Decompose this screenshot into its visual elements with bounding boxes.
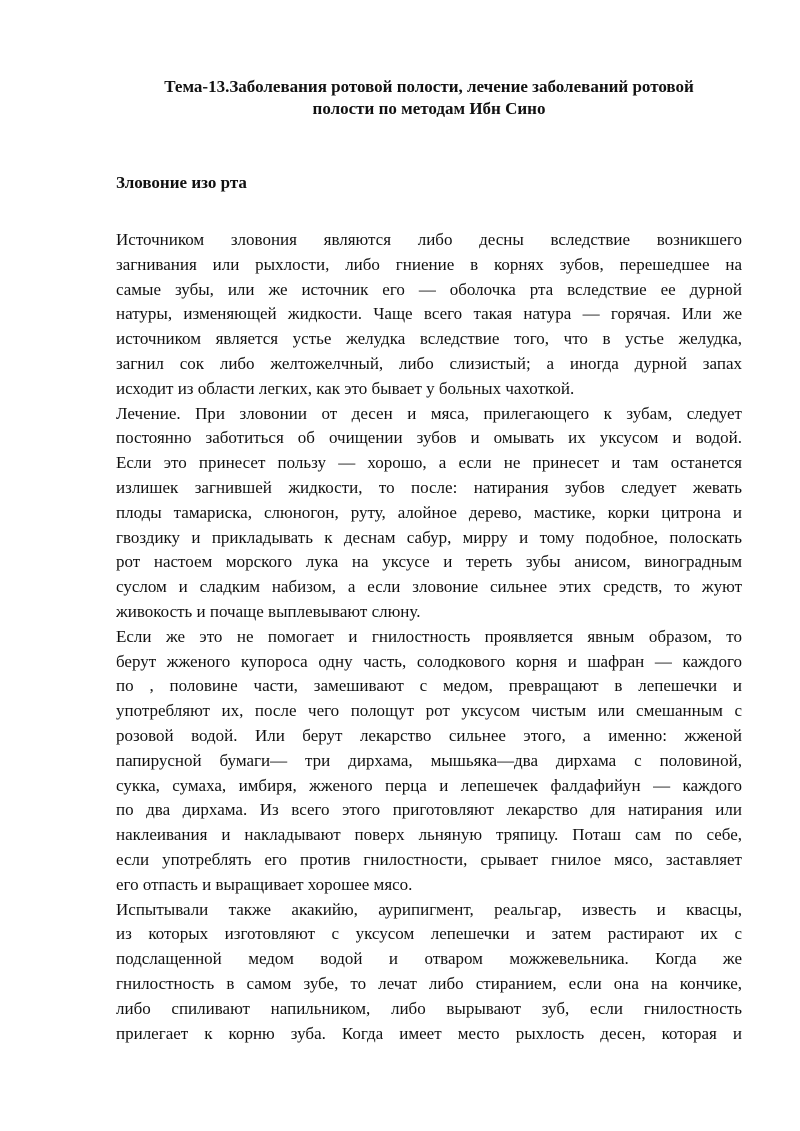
page-title	[116, 76, 742, 120]
text-line: папирусной бумаги— три дирхама, мышьяка—два дирхама с половиной,	[116, 750, 742, 770]
text-line: Испытывали также акакийю, аурипигмент, реальгар, известь и квасцы,	[116, 899, 742, 919]
text-line: самые зубы, или же источник его — оболочка рта вследствие ее дурной	[116, 279, 742, 299]
text-line: излишек загнившей жидкости, то после: натирания зубов следует жевать	[116, 478, 742, 497]
text-line: прилегает к корню зуба. Когда имеет место рыхлость десен, которая и	[116, 1023, 742, 1043]
text-line: Лечение. При зловонии от десен и мяса, прилегающего к зубам, следует	[116, 403, 742, 423]
text-line: Источником зловония являются либо десны вследствие возникшего	[116, 230, 742, 249]
text-line: Если же это не помогает и гнилостность проявляется явным образом, то	[116, 626, 742, 646]
section-heading: Зловоние изо рта	[116, 173, 247, 192]
text-line: источником является устье желудка вследствие того, что в устье желудка,	[116, 329, 742, 349]
text-line: суслом и сладким набизом, а если зловоние сильнее этих средств, то жуют	[116, 577, 742, 597]
text-line: берут жженого купороса одну часть, солодкового корня и шафран — каждого	[116, 651, 742, 671]
text-line: употребляют их, после чего полощут рот уксусом чистым или смешанным с	[116, 701, 742, 721]
text-line: его отпасть и выращивает хорошее мясо.	[116, 874, 413, 894]
text-line: загнивания или рыхлости, либо гниение в корнях зубов, перешедшее на	[116, 254, 742, 274]
title-line-2: полости по методам Ибн Сино	[312, 99, 546, 118]
text-line: натуры, изменяющей жидкости. Чаще всего такая натура — горячая. Или же	[116, 304, 742, 324]
text-line: по , половине части, замешивают с медом, превращают в лепешечки и	[116, 676, 742, 696]
title-line-1: Тема-13.Заболевания ротовой полости, лечение заболеваний ротовой	[164, 77, 694, 96]
text-line: если употреблять его против гнилостности, срывает гнилое мясо, заставляет	[116, 850, 742, 869]
text-line: подслащенной медом водой и отваром можжевельника. Когда же	[116, 949, 742, 969]
text-line: рот настоем морского лука на уксусе и тереть зубы анисом, виноградным	[116, 552, 742, 572]
text-line: наклеивания и накладывают поверх льняную тряпицу. Поташ сам по себе,	[116, 825, 742, 845]
text-line: плоды тамариска, слюногон, руту, алойное дерево, мастике, корки цитрона и	[116, 502, 742, 522]
text-line: загнил сок либо желтожелчный, либо слизистый; а иногда дурной запах	[116, 354, 742, 373]
text-line: постоянно заботиться об очищении зубов и омывать их уксусом и водой.	[116, 428, 742, 448]
text-line: Если это принесет пользу — хорошо, а если не принесет и там останется	[116, 453, 742, 473]
text-line: сукка, сумаха, имбиря, жженого перца и лепешечек фалдафийун — каждого	[116, 775, 742, 795]
text-line: по два дирхама. Из всего этого приготовляют лекарство для натирания или	[116, 800, 742, 820]
text-line: живокость и почаще выплевывают слюну.	[116, 602, 421, 621]
text-line: гнилостность в самом зубе, то лечат либо стиранием, если она на кончике,	[116, 974, 742, 993]
text-line: исходит из области легких, как это бывает у больных чахоткой.	[116, 378, 575, 398]
text-line: из которых изготовляют с уксусом лепешечки и затем растирают их с	[116, 924, 742, 944]
text-line: либо спиливают напильником, либо вырывают зуб, если гнилостность	[116, 998, 742, 1018]
text-line: розовой водой. Или берут лекарство сильнее этого, а именно: жженой	[116, 726, 742, 745]
text-line: гвоздику и прикладывать к деснам сабур, мирру и тому подобное, полоскать	[116, 527, 742, 547]
